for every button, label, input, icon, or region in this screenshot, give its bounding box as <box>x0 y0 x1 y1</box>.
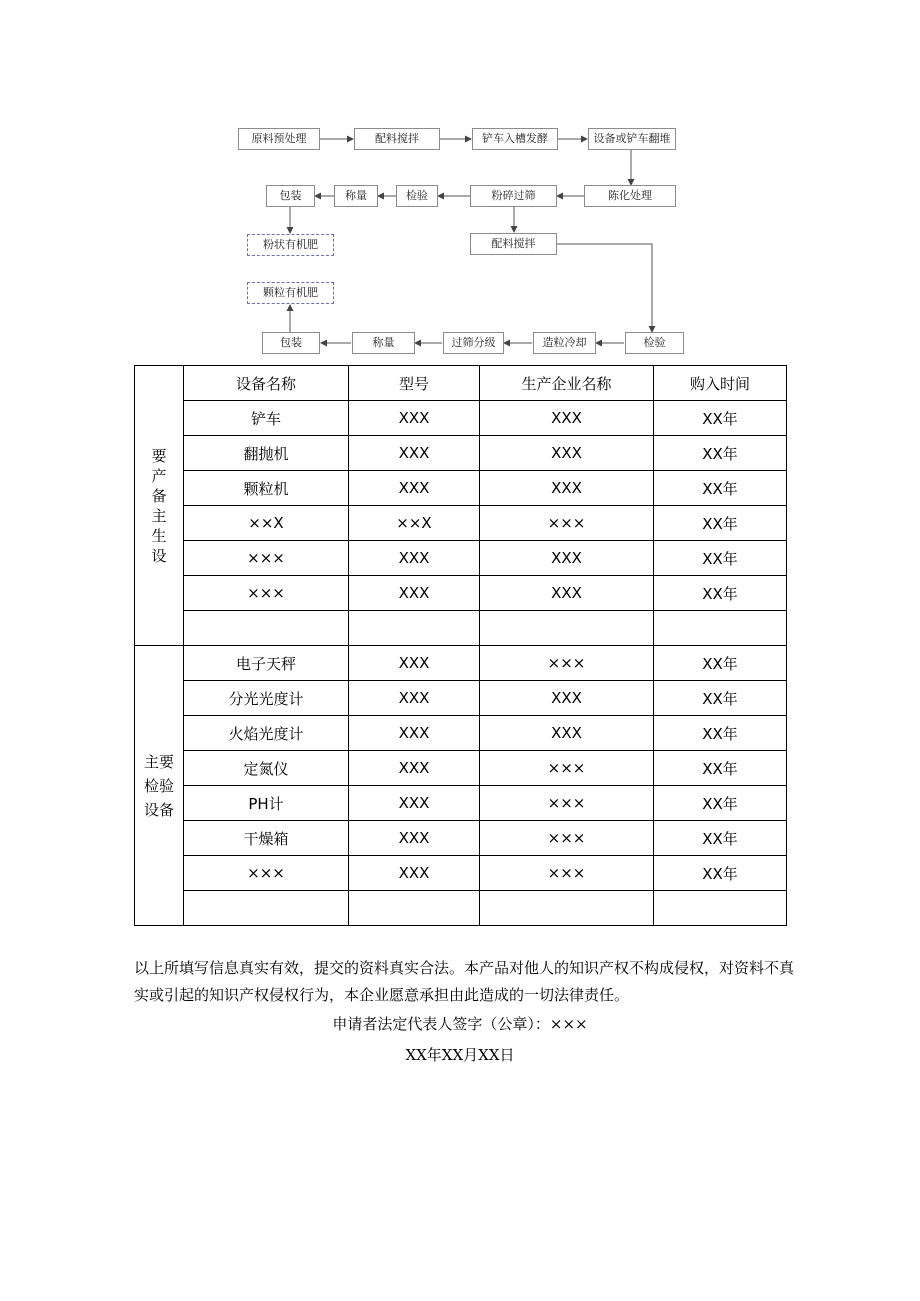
table-cell: ××× <box>480 751 654 786</box>
process-flowchart <box>0 0 920 360</box>
header-cell: 购入时间 <box>654 366 787 401</box>
production-category-label: 要产备主生设 <box>151 446 167 565</box>
step-turning: 设备或铲车翻堆 <box>588 128 676 150</box>
table-cell <box>654 891 787 926</box>
table-cell: XX年 <box>654 506 787 541</box>
step-weighing-2: 称量 <box>352 332 415 354</box>
table-cell: 电子天秤 <box>184 646 349 681</box>
step-inspection-2: 检验 <box>625 332 684 354</box>
table-cell <box>349 611 480 646</box>
table-row <box>135 786 787 821</box>
table-row <box>135 716 787 751</box>
table-cell: XX年 <box>654 576 787 611</box>
table-row <box>135 611 787 646</box>
table-cell: XXX <box>349 786 480 821</box>
table-cell: XXX <box>480 716 654 751</box>
table-cell: ××× <box>480 821 654 856</box>
table-cell: XXX <box>349 401 480 436</box>
step-granulate-cool: 造粒冷却 <box>533 332 596 354</box>
table-cell: 干燥箱 <box>184 821 349 856</box>
product-granule-fertilizer: 颗粒有机肥 <box>247 282 334 304</box>
table-cell: 定氮仪 <box>184 751 349 786</box>
table-cell: ××× <box>480 856 654 891</box>
product-powder-fertilizer: 粉状有机肥 <box>247 234 334 256</box>
step-crush-sieve: 粉碎过筛 <box>470 185 557 207</box>
table-cell: 颗粒机 <box>184 471 349 506</box>
table-row <box>135 576 787 611</box>
table-cell <box>349 891 480 926</box>
table-cell: XXX <box>349 681 480 716</box>
table-cell: XX年 <box>654 786 787 821</box>
step-packaging-2: 包装 <box>262 332 320 354</box>
table-cell: 铲车 <box>184 401 349 436</box>
table-cell: XXX <box>349 471 480 506</box>
table-cell: XX年 <box>654 646 787 681</box>
table-cell: XX年 <box>654 681 787 716</box>
step-weighing: 称量 <box>334 185 378 207</box>
step-mixing: 配料搅拌 <box>354 128 440 150</box>
table-cell: XX年 <box>654 471 787 506</box>
table-cell: XXX <box>349 716 480 751</box>
table-cell: XXX <box>349 856 480 891</box>
step-aging: 陈化处理 <box>584 185 676 207</box>
table-row <box>135 471 787 506</box>
category-line: 检验 <box>143 776 174 795</box>
table-cell: XXX <box>349 436 480 471</box>
table-cell: XX年 <box>654 716 787 751</box>
table-cell: XXX <box>349 646 480 681</box>
table-cell: XXX <box>480 471 654 506</box>
table-cell <box>480 891 654 926</box>
table-cell: ××× <box>480 786 654 821</box>
table-cell: XX年 <box>654 751 787 786</box>
table-cell: ××× <box>184 541 349 576</box>
table-cell: ××× <box>184 856 349 891</box>
table-cell: XX年 <box>654 821 787 856</box>
table-cell <box>480 611 654 646</box>
table-cell <box>184 891 349 926</box>
step-packaging: 包装 <box>266 185 315 207</box>
inspection-category-label <box>144 750 174 822</box>
table-cell: XXX <box>349 751 480 786</box>
table-cell: XX年 <box>654 856 787 891</box>
table-cell: ××X <box>349 506 480 541</box>
table-row <box>135 506 787 541</box>
table-cell: PH计 <box>184 786 349 821</box>
step-inspection: 检验 <box>396 185 438 207</box>
table-row <box>135 401 787 436</box>
table-row <box>135 366 787 401</box>
step-raw-pretreatment: 原料预处理 <box>238 128 320 150</box>
declaration-text: 以上所填写信息真实有效，提交的资料真实合法。本产品对他人的知识产权不构成侵权，对资料不真实或引起的知识产权侵权行为，本企业愿意承担由此造成的一切法律责任。 <box>134 959 795 1004</box>
table-cell: XXX <box>480 401 654 436</box>
table-cell: ××× <box>184 576 349 611</box>
category-line: 主要 <box>143 752 174 771</box>
header-cell: 型号 <box>349 366 480 401</box>
production-category-cell <box>135 366 184 646</box>
flowchart-arrows <box>0 0 920 360</box>
table-cell: XXX <box>349 541 480 576</box>
table-cell: ××× <box>480 646 654 681</box>
table-cell: XX年 <box>654 436 787 471</box>
step-fermentation: 铲车入槽发酵 <box>472 128 558 150</box>
step-sieve-grading: 过筛分级 <box>443 332 504 354</box>
table-cell: XXX <box>480 681 654 716</box>
signature-line: 申请者法定代表人签字（公章）：××× <box>332 1015 588 1033</box>
table-cell: XX年 <box>654 401 787 436</box>
equipment-table <box>134 365 787 926</box>
table-cell <box>184 611 349 646</box>
date-line: XX年XX月XX日 <box>405 1046 515 1064</box>
table-cell <box>654 611 787 646</box>
category-line: 设备 <box>143 800 174 819</box>
table-cell: XXX <box>480 436 654 471</box>
inspection-category-cell <box>135 646 184 926</box>
table-row <box>135 856 787 891</box>
table-cell: ××X <box>184 506 349 541</box>
arrow <box>557 244 652 332</box>
table-cell: XXX <box>480 576 654 611</box>
table-row <box>135 436 787 471</box>
table-cell: 火焰光度计 <box>184 716 349 751</box>
table-cell: 分光光度计 <box>184 681 349 716</box>
table-row <box>135 646 787 681</box>
table-row <box>135 681 787 716</box>
table-cell: XX年 <box>654 541 787 576</box>
step-mixing-2: 配料搅拌 <box>470 233 557 255</box>
table-row <box>135 891 787 926</box>
table-row <box>135 821 787 856</box>
table-cell: 翻抛机 <box>184 436 349 471</box>
table-cell: ××× <box>480 506 654 541</box>
table-cell: XXX <box>349 576 480 611</box>
table-row <box>135 541 787 576</box>
table-cell: XXX <box>349 821 480 856</box>
header-cell: 设备名称 <box>184 366 349 401</box>
table-cell: XXX <box>480 541 654 576</box>
table-row <box>135 751 787 786</box>
header-cell: 生产企业名称 <box>480 366 654 401</box>
